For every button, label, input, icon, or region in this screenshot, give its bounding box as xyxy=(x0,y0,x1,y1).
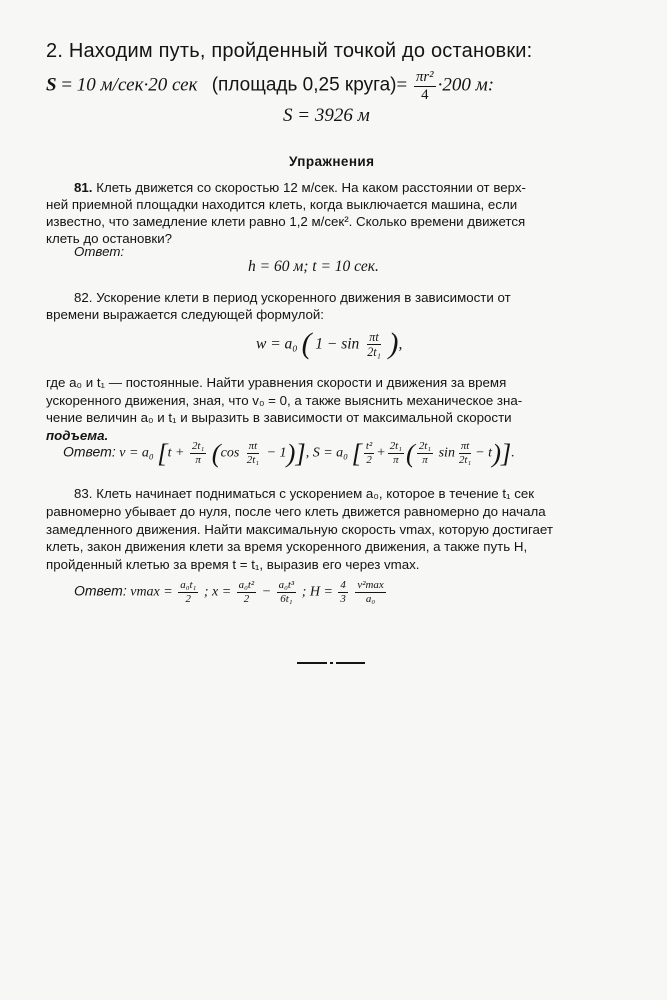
formula-s-symbol: S xyxy=(46,74,57,96)
exercises-heading: Упражнения xyxy=(289,154,375,169)
exercise-82-answer-s-minus-t: − t xyxy=(475,445,493,461)
exercise-82-formula-tail: , xyxy=(398,335,403,353)
exercise-83-frac1-den: 2 xyxy=(185,592,191,605)
exercise-83-frac3 xyxy=(277,580,297,605)
exercise-82-answer-v-t: t + xyxy=(167,445,185,461)
exercise-82-v-frac1-den: π xyxy=(195,453,201,466)
formula-part1: 10 м/сек·20 сек xyxy=(76,74,198,96)
exercise-82-s-frac2 xyxy=(388,441,404,466)
exercise-83-frac4-num: 4 xyxy=(340,579,346,591)
exercise-83-frac3-num: a₀t³ xyxy=(278,579,295,591)
exercise-82-formula-frac xyxy=(365,331,383,358)
exercise-81-answer: h = 60 м; t = 10 сек. xyxy=(248,258,379,275)
exercise-82-s-frac3-num: 2t₁ xyxy=(418,439,432,452)
exercise-82 xyxy=(74,290,511,305)
exercise-83-answer-x: ; x = xyxy=(203,584,232,600)
formula-fraction xyxy=(414,70,436,103)
exercise-83-line4: клеть, закон движения клети за время ускоренного движения, а также путь H, xyxy=(46,539,528,554)
exercise-83-line3: замедленного движения. Найти максимальную скорость vmax, которую достигает xyxy=(46,521,553,537)
exercise-82-formula-lhs: w = a₀ xyxy=(256,335,298,353)
exercise-83-frac2 xyxy=(237,580,257,605)
exercise-83-answer xyxy=(74,580,388,605)
exercise-83-number: 83. xyxy=(74,486,93,501)
exercise-82-answer-end: . xyxy=(511,445,515,461)
exercise-82-line3: где a₀ и t₁ — постоянные. Найти уравнения скорости и движения за время xyxy=(46,375,507,390)
exercise-83-frac4 xyxy=(338,580,347,605)
exercise-82-answer-s-plus: + xyxy=(376,445,386,461)
exercise-83-answer-minus: − xyxy=(261,584,272,600)
exercise-82-body xyxy=(46,374,522,444)
exercise-81-line3: известно, что замедление клети равно 1,2 м/сек². Сколько времени движется xyxy=(46,214,526,229)
exercise-82-number: 82. xyxy=(74,290,93,305)
exercise-81-number: 81. xyxy=(74,180,93,195)
step-2-line: 2. Находим путь, пройденный точкой до остановки: xyxy=(46,40,533,62)
exercise-82-answer-v-cos: cos xyxy=(220,445,240,461)
exercise-83-frac2-den: 2 xyxy=(243,592,250,605)
exercise-82-s-frac4-den: 2t₁ xyxy=(458,453,472,466)
exercise-82-s-frac2-num: 2t₁ xyxy=(389,439,402,452)
step-2-result: S = 3926 м xyxy=(283,105,370,126)
exercise-82-frac-den: 2t₁ xyxy=(367,345,381,360)
exercise-82-s-frac3-den: π xyxy=(422,453,428,466)
exercise-82-v-frac2-den: 2t₁ xyxy=(246,453,260,466)
exercise-82-line5: чение величин a₀ и t₁ и выразить в зависимости от максимальной скорости xyxy=(46,410,512,425)
exercise-81-line2: ней приемной площадки находится клеть, когда выключается машина, если xyxy=(46,197,518,212)
exercise-82-answer-sep: , xyxy=(305,445,310,461)
exercise-83-answer-label: Ответ: xyxy=(74,582,127,599)
exercise-82-answer: Ответ: v = a₀ [t + $\frac{\text{2t₁}}{\pi}$ (cos $\frac{\pi t}{\text{2t₁}}$ − 1)], S = a₀ [ $\frac{\text{t²}}{2}$ + $\frac{\text{2t₁}}{\pi}$ ( $\frac{\text{2t₁}}{\pi}$ sin $\frac{\pi t}{\text{2t₁}}$ − t)]. xyxy=(63,438,515,468)
exercise-83-line2: равномерно убывает до нуля, после чего клеть движется равномерно до начала xyxy=(46,504,546,519)
exercise-82-s-frac4 xyxy=(457,441,473,466)
exercise-82-formula: w = a₀ ( 1 − sin $\frac{\pi t}{\text{2t₁}}$ ), xyxy=(256,328,403,360)
exercise-81-line1: Клеть движется со скоростью 12 м/сек. На каком расстоянии от верх- xyxy=(96,180,526,195)
exercise-82-s-frac4-num: πt xyxy=(460,439,470,452)
exercise-82-s-frac1-den: 2 xyxy=(366,453,372,466)
exercise-82-formula-inner: 1 − sin xyxy=(315,335,360,353)
exercise-82-v-frac1-num: 2t₁ xyxy=(191,439,205,452)
exercise-81-line4: клеть до остановки? xyxy=(46,231,173,246)
exercise-83 xyxy=(74,486,534,501)
exercise-83-line5: пройденный клетью за время t = t₁, выразив его через vmax. xyxy=(46,556,420,572)
exercise-82-answer-v: v = a₀ xyxy=(119,445,154,461)
exercise-83-frac1-num: a₀t₁ xyxy=(180,579,197,591)
exercise-83-frac5 xyxy=(355,580,385,605)
exercise-82-v-frac1 xyxy=(190,441,206,466)
exercise-82-v-frac2-num: πt xyxy=(248,439,258,452)
end-ornament xyxy=(297,662,365,665)
exercise-82-line4: ускоренного движения, зная, что v₀ = 0, а также выяснить механическое зна- xyxy=(46,392,523,408)
exercise-82-answer-s-sin: sin xyxy=(438,445,455,461)
exercise-81-body xyxy=(46,196,525,247)
exercise-82-s-frac1 xyxy=(364,441,374,466)
formula-paren: (площадь 0,25 круга) xyxy=(211,74,397,96)
formula-eq: = xyxy=(61,74,73,96)
formula-fraction-num: πr² xyxy=(415,69,434,85)
exercise-83-frac1 xyxy=(178,580,198,605)
exercise-82-s-frac1-num: t² xyxy=(365,439,373,452)
exercise-83-frac5-num: v²max xyxy=(357,579,384,591)
exercise-82-line6: подъема. xyxy=(46,427,109,443)
formula-part2: ·200 м: xyxy=(437,74,495,96)
exercise-83-answer-h: ; H = xyxy=(301,584,333,600)
exercise-83-frac5-den: a₀ xyxy=(365,592,376,605)
exercise-83-body xyxy=(46,503,553,573)
exercise-82-line1: Ускорение клети в период ускоренного движения в зависимости от xyxy=(96,290,511,305)
exercise-82-s-frac2-den: π xyxy=(393,453,399,466)
exercise-81-answer-label: Ответ: xyxy=(74,244,125,259)
exercise-83-answer-v: vmax = xyxy=(130,584,173,600)
formula-fraction-den: 4 xyxy=(421,86,429,103)
exercise-83-frac3-den: 6t₁ xyxy=(280,592,293,605)
exercise-82-answer-v-minus1: − 1 xyxy=(266,445,287,461)
exercise-82-answer-label: Ответ: xyxy=(63,443,116,460)
exercise-82-frac-num: πt xyxy=(369,330,379,345)
exercise-82-v-frac2 xyxy=(245,441,261,466)
exercise-83-line1: Клеть начинает подниматься с ускорением a₀, которое в течение t₁ сек xyxy=(96,486,535,501)
step-2-formula: S = 10 м/сек·20 сек (площадь 0,25 круга)= $\frac{\text{πr²}}{4}$ ·200 м: xyxy=(46,69,495,103)
exercise-83-frac4-den: 3 xyxy=(340,592,346,605)
exercise-82-line2: времени выражается следующей формулой: xyxy=(46,307,324,322)
exercise-82-answer-s: S = a₀ xyxy=(312,445,349,461)
exercise-83-frac2-num: a₀t² xyxy=(238,579,255,591)
exercise-81 xyxy=(74,179,526,196)
exercise-82-s-frac3 xyxy=(417,441,433,466)
